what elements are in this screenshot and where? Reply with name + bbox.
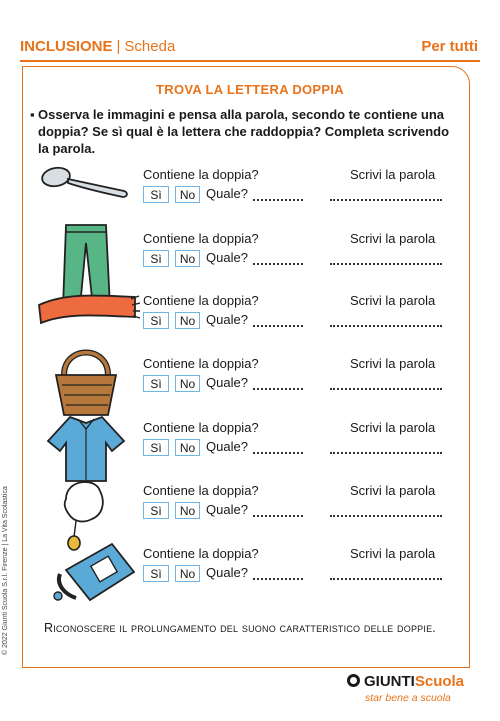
no-checkbox[interactable]: No: [175, 439, 200, 456]
yes-checkbox[interactable]: Sì: [143, 375, 169, 392]
logo-brand: [364, 673, 464, 690]
yes-checkbox[interactable]: Sì: [143, 502, 169, 519]
which-label: Quale?: [206, 375, 248, 390]
yes-checkbox[interactable]: Sì: [143, 312, 169, 329]
learning-goal: Riconoscere il prolungamento del suono caratteristico delle doppie.: [44, 621, 436, 635]
write-label: Scrivi la parola: [350, 293, 436, 308]
sheet-title: TROVA LA LETTERA DOPPIA: [156, 82, 344, 97]
exercise-row: [0, 546, 500, 606]
word-blank[interactable]: [330, 325, 442, 327]
letter-blank[interactable]: [253, 578, 303, 580]
header-divider: [20, 60, 480, 62]
exercise-row: [0, 483, 500, 543]
page-header: [0, 0, 500, 62]
question-label: Contiene la doppia?: [143, 167, 259, 182]
question-label: Contiene la doppia?: [143, 356, 259, 371]
word-blank[interactable]: [330, 515, 442, 517]
yes-checkbox[interactable]: Sì: [143, 439, 169, 456]
write-label: Scrivi la parola: [350, 356, 436, 371]
write-label: Scrivi la parola: [350, 546, 436, 561]
telephone-icon: [36, 536, 136, 606]
logo-mark-icon: [347, 674, 360, 687]
word-blank[interactable]: [330, 388, 442, 390]
word-blank[interactable]: [330, 199, 442, 201]
which-label: Quale?: [206, 312, 248, 327]
yes-checkbox[interactable]: Sì: [143, 250, 169, 267]
letter-blank[interactable]: [253, 263, 303, 265]
logo-brand-a: GIUNTI: [364, 673, 415, 690]
which-label: Quale?: [206, 186, 248, 201]
logo-brand-b: Scuola: [414, 673, 465, 690]
exercise-row: [0, 231, 500, 291]
no-checkbox[interactable]: No: [175, 312, 200, 329]
question-label: Contiene la doppia?: [143, 483, 259, 498]
header-section: Scheda: [124, 38, 176, 55]
no-checkbox[interactable]: No: [175, 502, 200, 519]
word-blank[interactable]: [330, 452, 442, 454]
which-label: Quale?: [206, 250, 248, 265]
write-label: Scrivi la parola: [350, 483, 436, 498]
word-blank[interactable]: [330, 263, 442, 265]
letter-blank[interactable]: [253, 325, 303, 327]
instruction-bullet: ▪: [30, 107, 35, 122]
header-brand: INCLUSIONE: [20, 38, 113, 55]
logo-tagline: star bene a scuola: [365, 692, 451, 704]
header-separator: |: [116, 38, 121, 55]
header-audience: Per tutti: [421, 38, 478, 55]
letter-blank[interactable]: [253, 388, 303, 390]
question-label: Contiene la doppia?: [143, 293, 259, 308]
letter-blank[interactable]: [253, 199, 303, 201]
write-label: Scrivi la parola: [350, 167, 436, 182]
which-label: Quale?: [206, 439, 248, 454]
word-blank[interactable]: [330, 578, 442, 580]
which-label: Quale?: [206, 502, 248, 517]
header-left: [20, 38, 175, 55]
publisher-logo: [347, 673, 477, 713]
instruction-text: Osserva le immagini e pensa alla parola, secondo te contiene una doppia? Se sì qual è la lettera che raddoppia? Completa scrivendo la parola.: [38, 107, 450, 156]
question-label: Contiene la doppia?: [143, 420, 259, 435]
write-label: Scrivi la parola: [350, 420, 436, 435]
letter-blank[interactable]: [253, 515, 303, 517]
yes-checkbox[interactable]: Sì: [143, 186, 169, 203]
yes-checkbox[interactable]: Sì: [143, 565, 169, 582]
no-checkbox[interactable]: No: [175, 375, 200, 392]
no-checkbox[interactable]: No: [175, 250, 200, 267]
no-checkbox[interactable]: No: [175, 186, 200, 203]
which-label: Quale?: [206, 565, 248, 580]
letter-blank[interactable]: [253, 452, 303, 454]
basket-icon: [36, 340, 136, 416]
write-label: Scrivi la parola: [350, 231, 436, 246]
question-label: Contiene la doppia?: [143, 231, 259, 246]
copyright-note: © 2022 Giunti Scuola S.r.l. Firenze | La Vita Scolastica: [2, 486, 9, 655]
no-checkbox[interactable]: No: [175, 565, 200, 582]
question-label: Contiene la doppia?: [143, 546, 259, 561]
instruction: [30, 106, 458, 157]
